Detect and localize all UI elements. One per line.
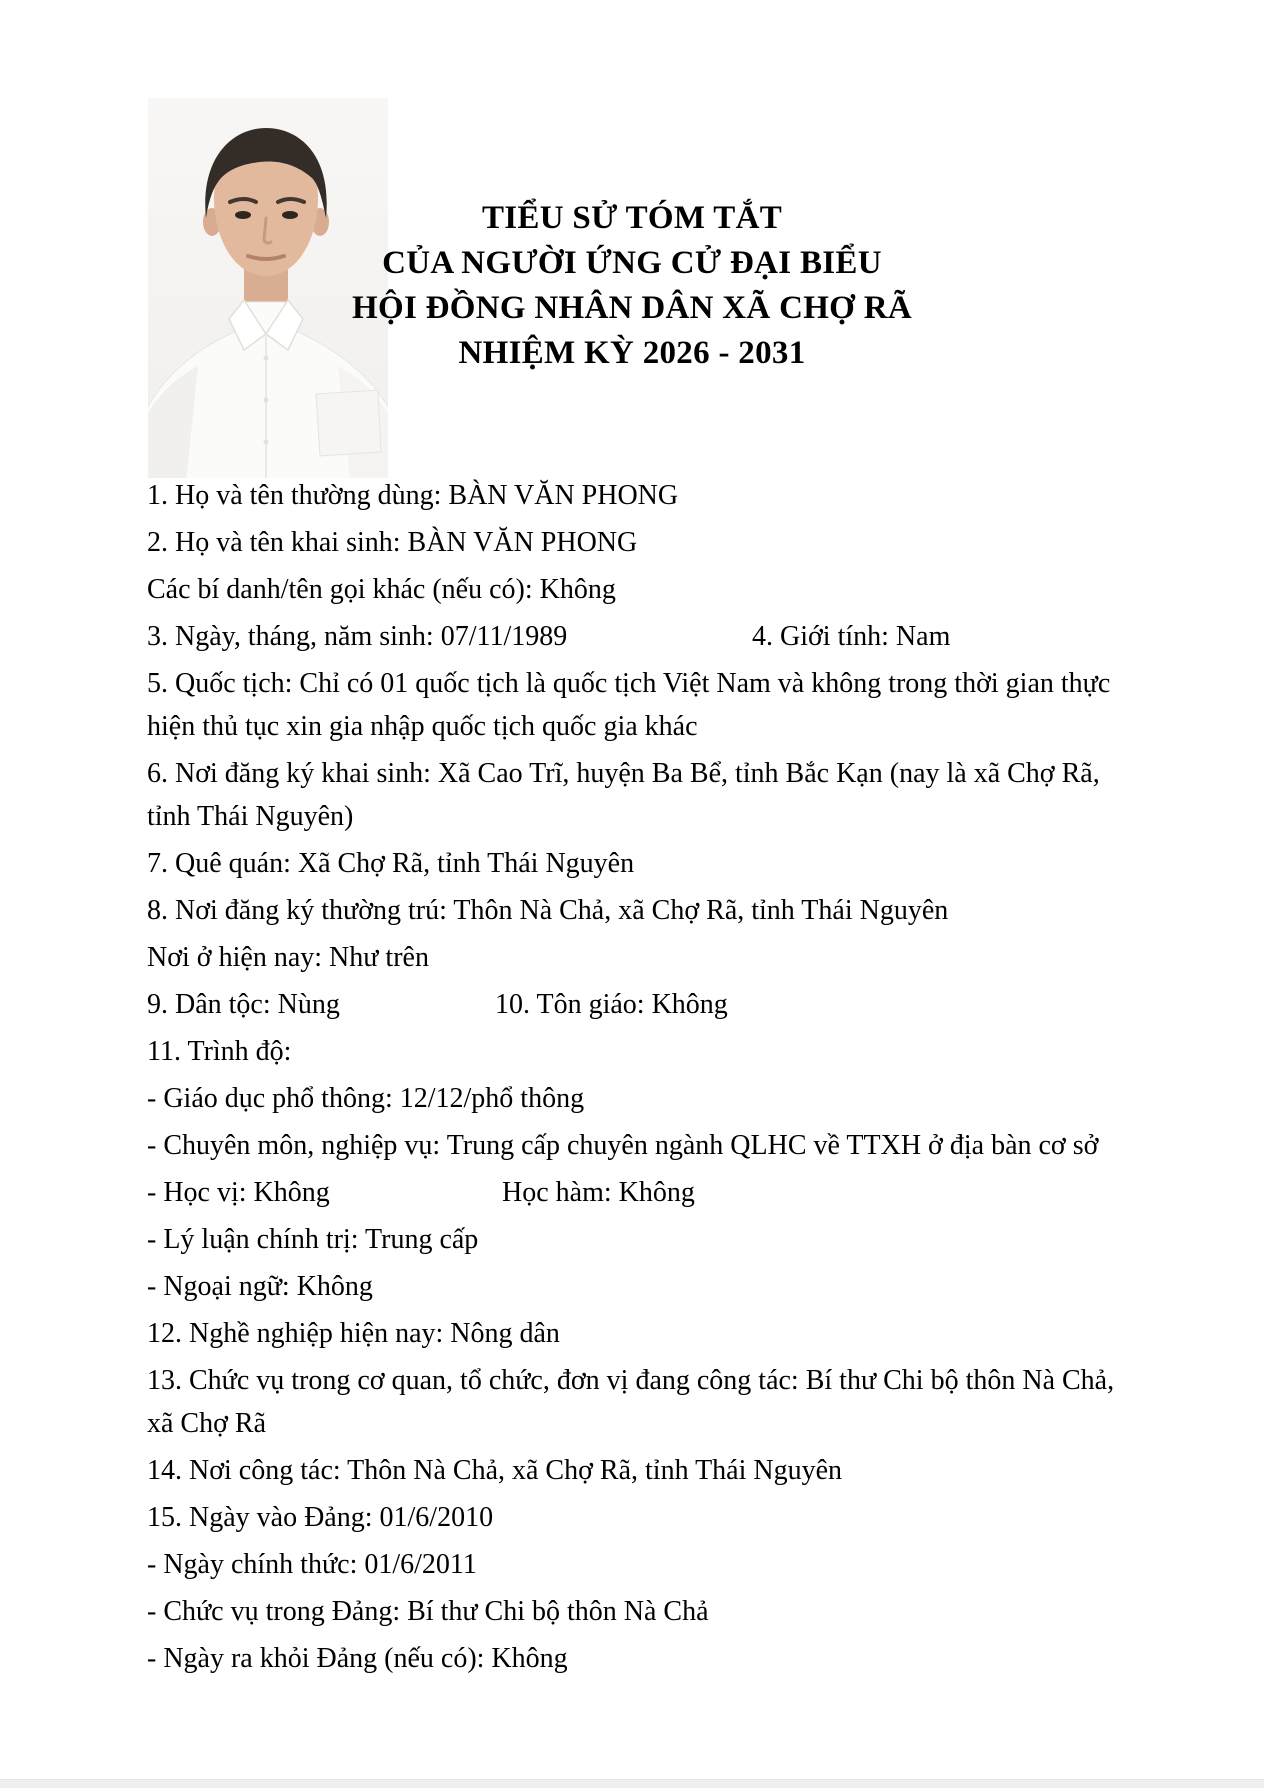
bio-field-line: 1. Họ và tên thường dùng: BÀN VĂN PHONG bbox=[147, 480, 679, 511]
bio-field-row bbox=[147, 1637, 1142, 1680]
title-line-2: CỦA NGƯỜI ỨNG CỬ ĐẠI BIỂU bbox=[382, 245, 882, 281]
bio-field-row bbox=[147, 1171, 1142, 1214]
bio-field-line: Các bí danh/tên gọi khác (nếu có): Không bbox=[147, 574, 616, 605]
bio-field-line: - Chuyên môn, nghiệp vụ: Trung cấp chuyên ngành QLHC về TTXH ở địa bàn cơ sở bbox=[147, 1130, 1099, 1161]
bio-field-line: - Giáo dục phổ thông: 12/12/phổ thông bbox=[147, 1083, 585, 1114]
bio-field-row bbox=[147, 521, 1142, 564]
bio-field-line: - Học vị: Không bbox=[147, 1177, 330, 1208]
bio-field-row bbox=[147, 662, 1142, 748]
bio-field-line: - Chức vụ trong Đảng: Bí thư Chi bộ thôn Nà Chả bbox=[147, 1596, 709, 1627]
bio-field-row bbox=[147, 1265, 1142, 1308]
bio-field-row bbox=[147, 1030, 1142, 1073]
bio-field-line: 11. Trình độ: bbox=[147, 1036, 292, 1067]
bio-field-line: - Ngày ra khỏi Đảng (nếu có): Không bbox=[147, 1643, 568, 1674]
bio-field-line: 12. Nghề nghiệp hiện nay: Nông dân bbox=[147, 1318, 560, 1349]
bio-field-row bbox=[147, 1218, 1142, 1261]
bio-field-line: 15. Ngày vào Đảng: 01/6/2010 bbox=[147, 1502, 494, 1533]
bio-field-row bbox=[147, 1077, 1142, 1120]
bio-field-line: 14. Nơi công tác: Thôn Nà Chả, xã Chợ Rã, tỉnh Thái Nguyên bbox=[147, 1455, 843, 1486]
bio-field-row bbox=[147, 983, 1142, 1026]
bio-field-line: 9. Dân tộc: Nùng bbox=[147, 989, 340, 1020]
bio-field-row bbox=[147, 615, 1142, 658]
bio-field-line: 10. Tôn giáo: Không bbox=[495, 989, 728, 1020]
bio-field-row bbox=[147, 1124, 1142, 1167]
page-bottom-edge bbox=[0, 1779, 1264, 1788]
title-line-4: NHIỆM KỲ 2026 - 2031 bbox=[458, 335, 806, 371]
title-line-3: HỘI ĐỒNG NHÂN DÂN XÃ CHỢ RÃ bbox=[352, 290, 912, 326]
bio-field-line: 3. Ngày, tháng, năm sinh: 07/11/1989 bbox=[147, 621, 568, 652]
bio-field-line: Nơi ở hiện nay: Như trên bbox=[147, 942, 429, 973]
bio-field-row bbox=[147, 936, 1142, 979]
bio-field-row bbox=[147, 752, 1142, 838]
bio-field-line: 7. Quê quán: Xã Chợ Rã, tỉnh Thái Nguyên bbox=[147, 848, 635, 879]
bio-field-line: 13. Chức vụ trong cơ quan, tổ chức, đơn vị đang công tác: Bí thư Chi bộ thôn Nà Chả, bbox=[147, 1365, 1115, 1396]
bio-field-line: 6. Nơi đăng ký khai sinh: Xã Cao Trĩ, huyện Ba Bể, tỉnh Bắc Kạn (nay là xã Chợ Rã, bbox=[147, 758, 1100, 789]
bio-field-line: - Ngày chính thức: 01/6/2011 bbox=[147, 1549, 477, 1580]
bio-field-line: - Ngoại ngữ: Không bbox=[147, 1271, 373, 1302]
bio-field-row bbox=[147, 1543, 1142, 1586]
bio-field-line: tỉnh Thái Nguyên) bbox=[147, 801, 354, 832]
title-line-1: TIỂU SỬ TÓM TẮT bbox=[481, 200, 783, 236]
bio-field-line: 8. Nơi đăng ký thường trú: Thôn Nà Chả, xã Chợ Rã, tỉnh Thái Nguyên bbox=[147, 895, 949, 926]
bio-field-row bbox=[147, 1496, 1142, 1539]
bio-fields bbox=[147, 474, 1142, 1684]
document-title bbox=[0, 196, 1264, 376]
bio-field-line: xã Chợ Rã bbox=[147, 1408, 267, 1439]
bio-field-row bbox=[147, 568, 1142, 611]
bio-field-row bbox=[147, 1449, 1142, 1492]
bio-field-line: 4. Giới tính: Nam bbox=[752, 621, 951, 652]
bio-field-row bbox=[147, 842, 1142, 885]
bio-field-line: - Lý luận chính trị: Trung cấp bbox=[147, 1224, 479, 1255]
bio-field-line: 2. Họ và tên khai sinh: BÀN VĂN PHONG bbox=[147, 527, 638, 558]
bio-field-row bbox=[147, 889, 1142, 932]
bio-field-line: Học hàm: Không bbox=[502, 1177, 695, 1208]
bio-field-line: 5. Quốc tịch: Chỉ có 01 quốc tịch là quốc tịch Việt Nam và không trong thời gian thực bbox=[147, 668, 1111, 699]
bio-field-row bbox=[147, 1590, 1142, 1633]
bio-field-row bbox=[147, 1312, 1142, 1355]
bio-field-row bbox=[147, 474, 1142, 517]
bio-field-line: hiện thủ tục xin gia nhập quốc tịch quốc gia khác bbox=[147, 711, 698, 742]
bio-field-row bbox=[147, 1359, 1142, 1445]
